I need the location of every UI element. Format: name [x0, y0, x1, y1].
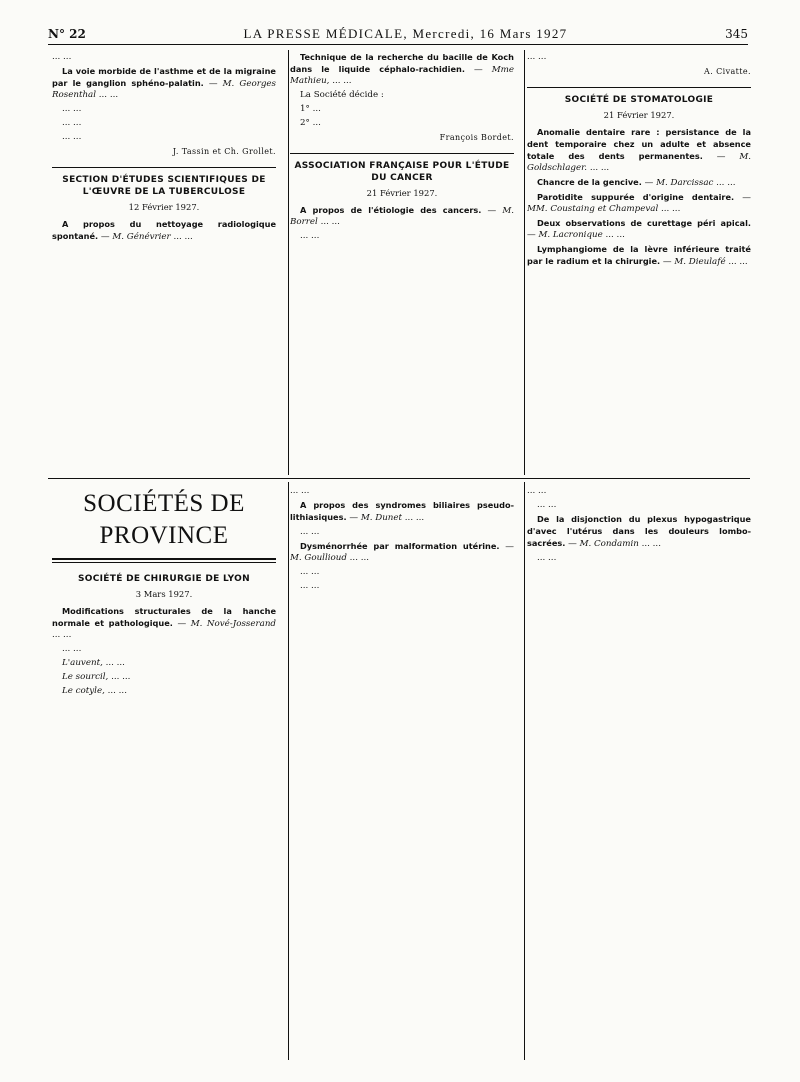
article-author: M. Goullioud [290, 553, 347, 563]
article-paragraph: ... ... [62, 644, 82, 654]
article-body: ... ... [98, 90, 119, 100]
article-paragraph: ... ... [62, 118, 82, 128]
article-body: ... ... [716, 178, 736, 188]
column-divider [524, 50, 525, 475]
page-header [48, 24, 748, 45]
bottom-column-2 [290, 486, 514, 1060]
article-lead: De la disjonction du plexus hypogastrique d'avec l'utérus dans les douleurs lombo-sacrées. [527, 514, 751, 548]
top-column-3 [527, 52, 751, 474]
decision-intro: La Société décide : [300, 90, 384, 100]
continuation-text: ... ... [527, 52, 547, 62]
article-lead: Chancre de la gencive. [537, 177, 642, 187]
article-body: ... ... [173, 232, 193, 242]
article: Chancre de la gencive. — M. Darcissac ... ... [537, 177, 736, 188]
section-date: 3 Mars 1927. [135, 589, 193, 599]
journal-title: LA PRESSE MÉDICALE, Mercredi, 16 Mars 1927 [243, 26, 568, 41]
article-paragraph: ... ... [300, 567, 320, 577]
bottom-column-1 [52, 486, 276, 1060]
article-author: M. Goldschlager. [527, 152, 751, 173]
article-author: M. Condamin [579, 539, 639, 549]
article-lead: Anomalie dentaire rare : persistance de la dent temporaire chez un adulte et absence totale des dents permanentes. [527, 127, 751, 161]
title-rule [52, 558, 276, 563]
article: Deux observations de curettage péri apical. — M. Lacronique ... ... [527, 218, 751, 240]
article-body: ... ... [641, 539, 661, 549]
top-column-1 [52, 52, 276, 474]
article-author: M. Dieulafé [674, 257, 726, 267]
continuation-text: ... ... [290, 486, 310, 496]
article-lead: Modifications structurales de la hanche normale et pathologique. [52, 606, 276, 628]
article-body: ... ... [404, 513, 425, 523]
signature: François Bordet. [439, 133, 514, 142]
article-body: ... ... [52, 630, 72, 640]
article: Dysménorrhée par malformation utérine. — M. Goullioud ... ... [290, 541, 514, 563]
article-paragraph: ... ... [300, 581, 320, 591]
article: Parotidite suppurée d'origine dentaire. — MM. Coustaing et Champeval ... ... [527, 192, 751, 214]
column-divider [288, 482, 289, 1060]
article: A propos des syndromes biliaires pseudo-lithiasiques. — M. Dunet ... ... [290, 500, 514, 523]
article-lead: Technique de la recherche du bacille de Koch dans le liquide céphalo-rachidien. [290, 52, 514, 74]
article-paragraph: ... ... [537, 500, 557, 510]
article: Technique de la recherche du bacille de Koch dans le liquide céphalo-rachidien. — Mme Mathieu, ... ... [290, 52, 514, 86]
article-paragraph: ... ... [300, 527, 320, 537]
article-lead: Deux observations de curettage péri apical. [537, 218, 751, 228]
article-lead: Lymphangiome de la lèvre inférieure traité par le radium et la chirurgie. [527, 244, 751, 266]
column-divider [288, 50, 289, 475]
article: Lymphangiome de la lèvre inférieure traité par le radium et la chirurgie. — M. Dieulafé ... ... [527, 244, 751, 267]
section-heading: SOCIÉTÉ DE STOMATOLOGIE [527, 87, 751, 106]
paragraph-lead: L'auvent, [62, 658, 103, 668]
article-lead: Dysménorrhée par malformation utérine. [300, 541, 500, 551]
decision-item: 2° ... [300, 118, 321, 128]
signature: A. Civatte. [704, 67, 751, 76]
article: De la disjonction du plexus hypogastrique d'avec l'utérus dans les douleurs lombo-sacrées. — M. Condamin ... ... [527, 514, 751, 549]
page-number: 345 [725, 27, 748, 41]
article-author: M. Georges Rosenthal [52, 79, 276, 100]
article-paragraph: ... ... [300, 231, 320, 241]
article-lead: La voie morbide de l'asthme et de la migraine par le ganglion sphéno-palatin. [52, 66, 276, 88]
decision-item: 1° ... [300, 104, 321, 114]
main-section-title: SOCIÉTÉS DE PROVINCE [83, 490, 245, 549]
article-body: ... ... [605, 230, 625, 240]
section-date: 21 Février 1927. [603, 110, 675, 120]
article: A propos de l'étiologie des cancers. — M. Borrel ... ... [290, 205, 514, 227]
signature: J. Tassin et Ch. Grollet. [172, 147, 276, 156]
article-body: ... ... [349, 553, 370, 563]
section-heading: SOCIÉTÉ DE CHIRURGIE DE LYON [78, 574, 250, 584]
paragraph-body: ... ... [111, 672, 131, 682]
article-lead: A propos des syndromes biliaires pseudo-lithiasiques. [290, 500, 514, 522]
continuation-text: ... ... [52, 52, 72, 62]
article-paragraph: ... ... [62, 104, 82, 114]
article-lead: A propos de l'étiologie des cancers. [300, 205, 482, 215]
article-author: M. Borrel [290, 206, 514, 227]
section-divider [48, 478, 750, 479]
article-paragraph [52, 672, 276, 683]
article-paragraph [52, 658, 276, 669]
article-author: M. Darcissac [656, 178, 714, 188]
article-paragraph: ... ... [62, 132, 82, 142]
article: Modifications structurales de la hanche normale et pathologique. — M. Nové-Josserand ... ... [52, 606, 276, 640]
section-date: 12 Février 1927. [128, 202, 200, 212]
article-author: MM. Coustaing et Champeval [527, 204, 659, 214]
article-body: ... ... [661, 204, 681, 214]
article-body: ... ... [332, 76, 352, 86]
article-author: M. Nové-Josserand [190, 619, 276, 629]
article-paragraph [52, 686, 276, 697]
paragraph-lead: Le sourcil, [62, 672, 109, 682]
article-lead: Parotidite suppurée d'origine dentaire. [537, 192, 735, 202]
article-paragraph: ... ... [537, 553, 557, 563]
article-body: ... ... [320, 217, 340, 227]
article: La voie morbide de l'asthme et de la migraine par le ganglion sphéno-palatin. — M. Georges Rosenthal ... ... [52, 66, 276, 100]
top-column-2 [290, 52, 514, 474]
article-author: M. Lacronique [538, 230, 603, 240]
article-body: ... ... [589, 163, 610, 173]
article-author: M. Dunet [360, 513, 403, 523]
paragraph-body: ... ... [107, 686, 127, 696]
issue-number: N° 22 [48, 27, 86, 41]
article-author: M. Génévrier [112, 232, 171, 242]
article: Anomalie dentaire rare : persistance de la dent temporaire chez un adulte et absence totale des dents permanentes. — M. Goldschlager. ... ... [527, 127, 751, 173]
article-lead: A propos du nettoyage radiologique spontané. [52, 219, 276, 241]
article-body: ... ... [728, 257, 748, 267]
section-heading: ASSOCIATION FRANÇAISE POUR L'ÉTUDE DU CANCER [290, 153, 514, 184]
bottom-column-3 [527, 486, 751, 1060]
continuation-text: ... ... [527, 486, 547, 496]
section-heading: SECTION D'ÉTUDES SCIENTIFIQUES DE L'ŒUVRE DE LA TUBERCULOSE [52, 167, 276, 198]
article: A propos du nettoyage radiologique spontané. — M. Génévrier ... ... [52, 219, 276, 242]
paragraph-body: ... ... [105, 658, 125, 668]
paragraph-lead: Le cotyle, [62, 686, 105, 696]
column-divider [524, 482, 525, 1060]
article-author: Mme Mathieu, [290, 65, 514, 86]
section-date: 21 Février 1927. [366, 188, 438, 198]
